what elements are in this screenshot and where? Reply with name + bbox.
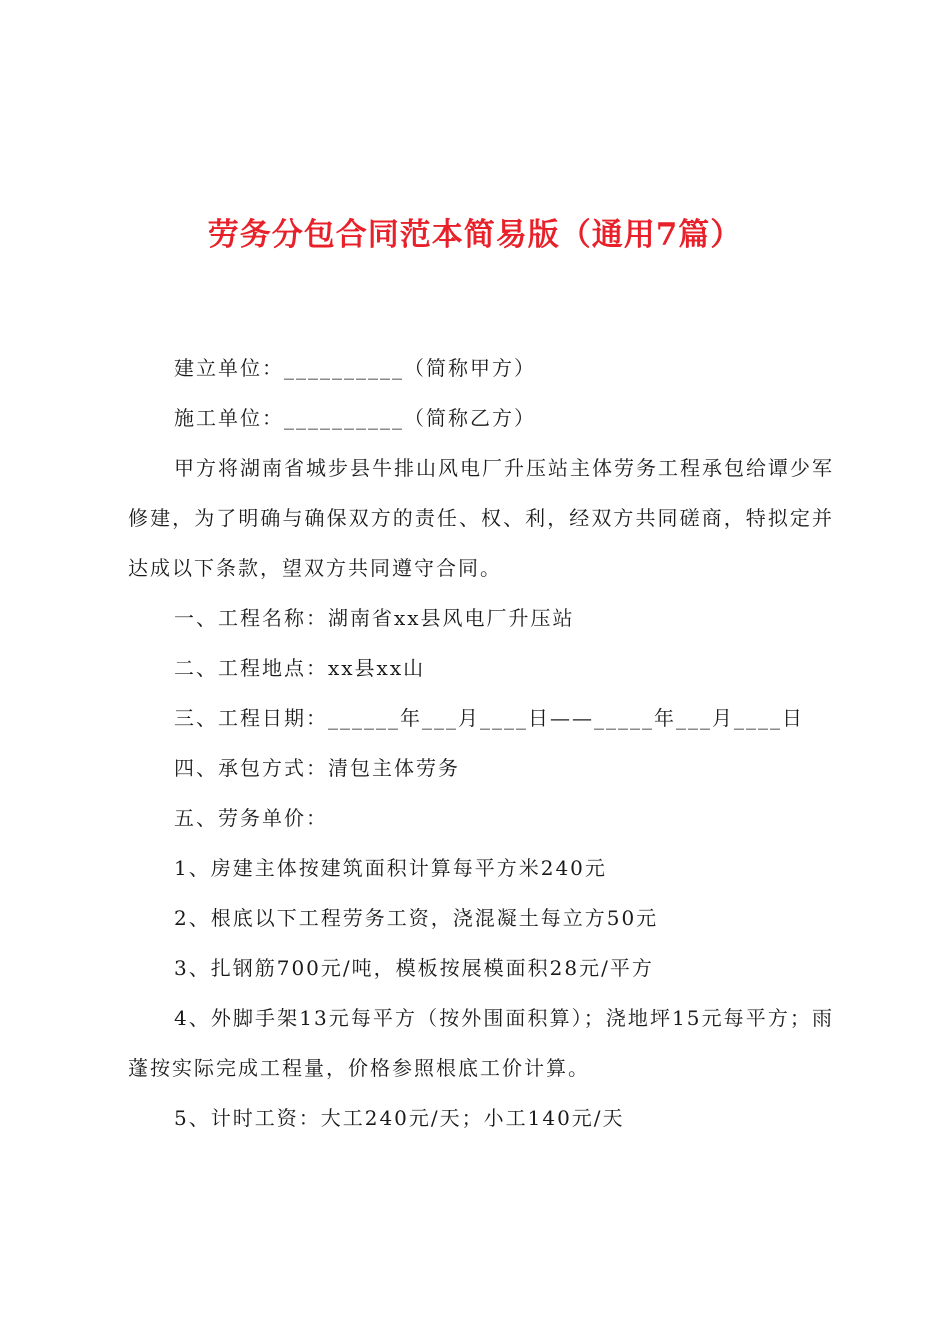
paragraph-contractor-unit: 施工单位：__________（简称乙方） — [174, 406, 536, 430]
paragraph-price-item-4: 4、外脚手架13元每平方（按外围面积算）；浇地坪15元每平方；雨蓬按实际完成工程量，价格参照根底工价计算。 — [128, 1006, 834, 1080]
paragraph-construction-unit: 建立单位：__________（简称甲方） — [174, 356, 536, 380]
paragraph-project-name: 一、工程名称：湖南省xx县风电厂升压站 — [174, 606, 575, 630]
paragraph-project-location: 二、工程地点：xx县xx山 — [174, 656, 426, 680]
paragraph-project-dates: 三、工程日期：______年___月____日——_____年___月____日 — [174, 706, 804, 730]
paragraph-price-item-5: 5、计时工资：大工240元/天；小工140元/天 — [174, 1106, 625, 1130]
paragraph-contract-method: 四、承包方式：清包主体劳务 — [174, 756, 460, 780]
paragraph-price-item-2: 2、根底以下工程劳务工资，浇混凝土每立方50元 — [174, 906, 659, 930]
paragraph-labor-price-heading: 五、劳务单价： — [174, 806, 328, 830]
document-title: 劳务分包合同范本简易版（通用7篇） — [207, 217, 743, 253]
document-body — [128, 343, 834, 1143]
paragraph-price-item-3: 3、扎钢筋700元/吨，模板按展模面积28元/平方 — [174, 956, 654, 980]
paragraph-price-item-1: 1、房建主体按建筑面积计算每平方米240元 — [174, 856, 607, 880]
paragraph-preamble: 甲方将湖南省城步县牛排山风电厂升压站主体劳务工程承包给谭少军修建，为了明确与确保双方的责任、权、利，经双方共同磋商，特拟定并达成以下条款，望双方共同遵守合同。 — [128, 456, 834, 580]
